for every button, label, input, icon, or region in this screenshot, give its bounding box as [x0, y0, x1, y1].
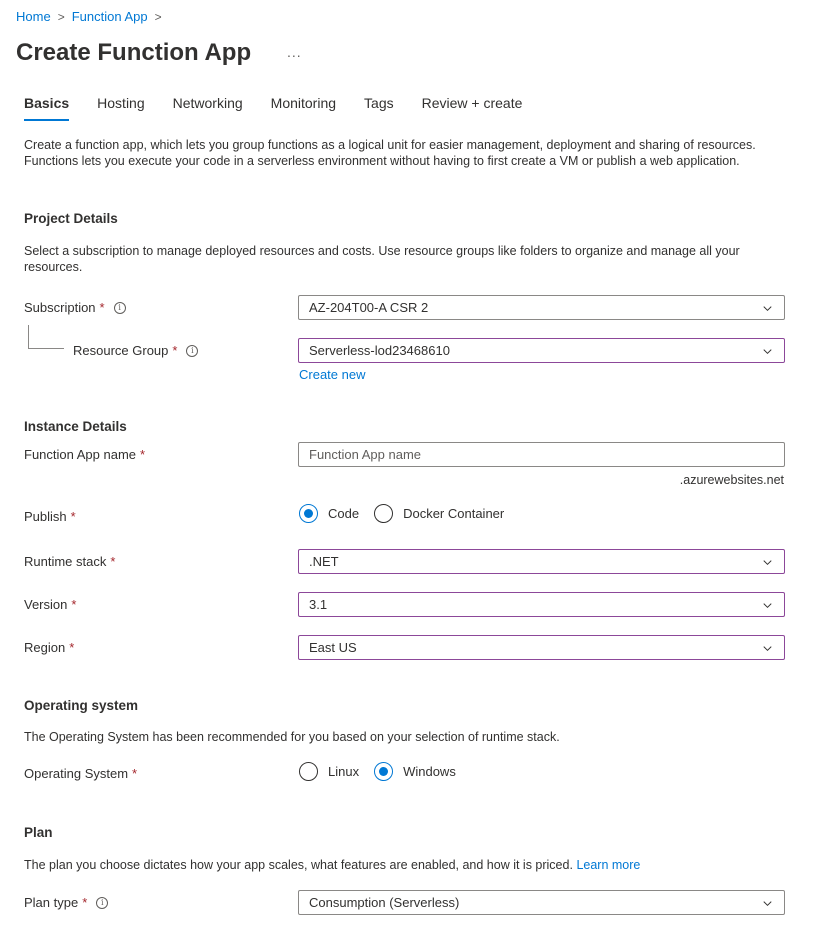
operating-system-label [24, 766, 137, 781]
region-select[interactable] [298, 635, 785, 660]
resource-group-value: Serverless-lod23468610 [309, 343, 450, 358]
required-marker: * [82, 895, 88, 910]
required-marker: * [140, 447, 146, 462]
subscription-label-text: Subscription [24, 300, 96, 315]
chevron-down-icon [763, 304, 772, 313]
breadcrumb [16, 9, 165, 24]
info-icon[interactable]: i [114, 302, 126, 314]
plan-type-label [24, 895, 108, 910]
create-new-link[interactable]: Create new [299, 367, 366, 382]
os-linux-label[interactable]: Linux [328, 764, 360, 779]
version-select[interactable] [298, 592, 785, 617]
version-value: 3.1 [309, 597, 328, 612]
resource-group-label-text: Resource Group [73, 343, 169, 358]
breadcrumb-separator: > [57, 9, 65, 24]
project-details-heading: Project Details [24, 211, 118, 226]
tree-connector [28, 325, 64, 349]
plan-heading: Plan [24, 825, 53, 840]
page-title: Create Function App [16, 39, 252, 66]
publish-code-label[interactable]: Code [328, 506, 360, 521]
publish-label-text: Publish [24, 509, 67, 524]
region-label-text: Region [24, 640, 66, 655]
subscription-select[interactable] [298, 295, 785, 320]
more-options-icon[interactable]: ... [287, 44, 302, 60]
region-label [24, 640, 74, 655]
required-marker: * [172, 343, 178, 358]
plan-type-label-text: Plan type [24, 895, 79, 910]
subscription-value: AZ-204T00-A CSR 2 [309, 300, 429, 315]
breadcrumb-separator: > [154, 9, 162, 24]
os-windows-radio[interactable] [374, 762, 393, 781]
publish-code-radio[interactable] [299, 504, 318, 523]
required-marker: * [110, 554, 116, 569]
operating-system-heading: Operating system [24, 698, 139, 713]
plan-description-text: The plan you choose dictates how your app scales, what features are enabled, and how it is priced. [24, 858, 573, 872]
chevron-down-icon [763, 347, 772, 356]
region-value: East US [309, 640, 357, 655]
subscription-label [24, 300, 126, 315]
version-label-text: Version [24, 597, 68, 612]
chevron-down-icon [763, 601, 772, 610]
publish-docker-label[interactable]: Docker Container [403, 506, 505, 521]
chevron-down-icon [763, 558, 772, 567]
plan-description [24, 857, 794, 873]
os-windows-label[interactable]: Windows [403, 764, 456, 779]
os-linux-radio[interactable] [299, 762, 318, 781]
function-app-name-label [24, 447, 145, 462]
domain-suffix: .azurewebsites.net [679, 473, 784, 487]
chevron-down-icon [763, 644, 772, 653]
operating-system-label-text: Operating System [24, 766, 129, 781]
function-app-name-input[interactable] [298, 442, 785, 467]
project-details-description: Select a subscription to manage deployed resources and costs. Use resource groups like folders to organize and manage all your resources. [24, 244, 740, 274]
breadcrumb-function-app[interactable]: Function App [71, 9, 148, 24]
plan-type-value: Consumption (Serverless) [309, 895, 460, 910]
runtime-stack-label [24, 554, 115, 569]
operating-system-radio-group [299, 762, 471, 781]
instance-details-heading: Instance Details [24, 419, 127, 434]
resource-group-select[interactable] [298, 338, 785, 363]
info-icon[interactable]: i [96, 897, 108, 909]
learn-more-link[interactable]: Learn more [576, 858, 641, 872]
tab-bar [24, 95, 550, 121]
required-marker: * [70, 509, 76, 524]
publish-radio-group [299, 504, 519, 523]
info-icon[interactable]: i [186, 345, 198, 357]
publish-docker-radio[interactable] [374, 504, 393, 523]
required-marker: * [71, 597, 77, 612]
tab-basics[interactable]: Basics [24, 95, 69, 121]
tab-hosting[interactable]: Hosting [97, 95, 145, 111]
version-label [24, 597, 76, 612]
tab-tags[interactable]: Tags [364, 95, 394, 111]
runtime-stack-value: .NET [309, 554, 339, 569]
tab-monitoring[interactable]: Monitoring [270, 95, 337, 111]
breadcrumb-home[interactable]: Home [16, 9, 51, 24]
required-marker: * [99, 300, 105, 315]
chevron-down-icon [763, 899, 772, 908]
runtime-stack-label-text: Runtime stack [24, 554, 107, 569]
required-marker: * [132, 766, 138, 781]
publish-label [24, 509, 76, 524]
plan-type-select[interactable] [298, 890, 785, 915]
function-app-name-label-text: Function App name [24, 447, 137, 462]
operating-system-description: The Operating System has been recommended for you based on your selection of runtime stack. [24, 730, 560, 744]
tab-networking[interactable]: Networking [172, 95, 243, 111]
required-marker: * [69, 640, 75, 655]
tab-review-create[interactable]: Review + create [421, 95, 523, 111]
resource-group-label [73, 343, 198, 358]
intro-text: Create a function app, which lets you group functions as a logical unit for easier management, deployment and sharing of resources. Functions lets you execute your code in a serverless environment without having to first create a VM or publish a web application. [24, 138, 756, 168]
runtime-stack-select[interactable] [298, 549, 785, 574]
